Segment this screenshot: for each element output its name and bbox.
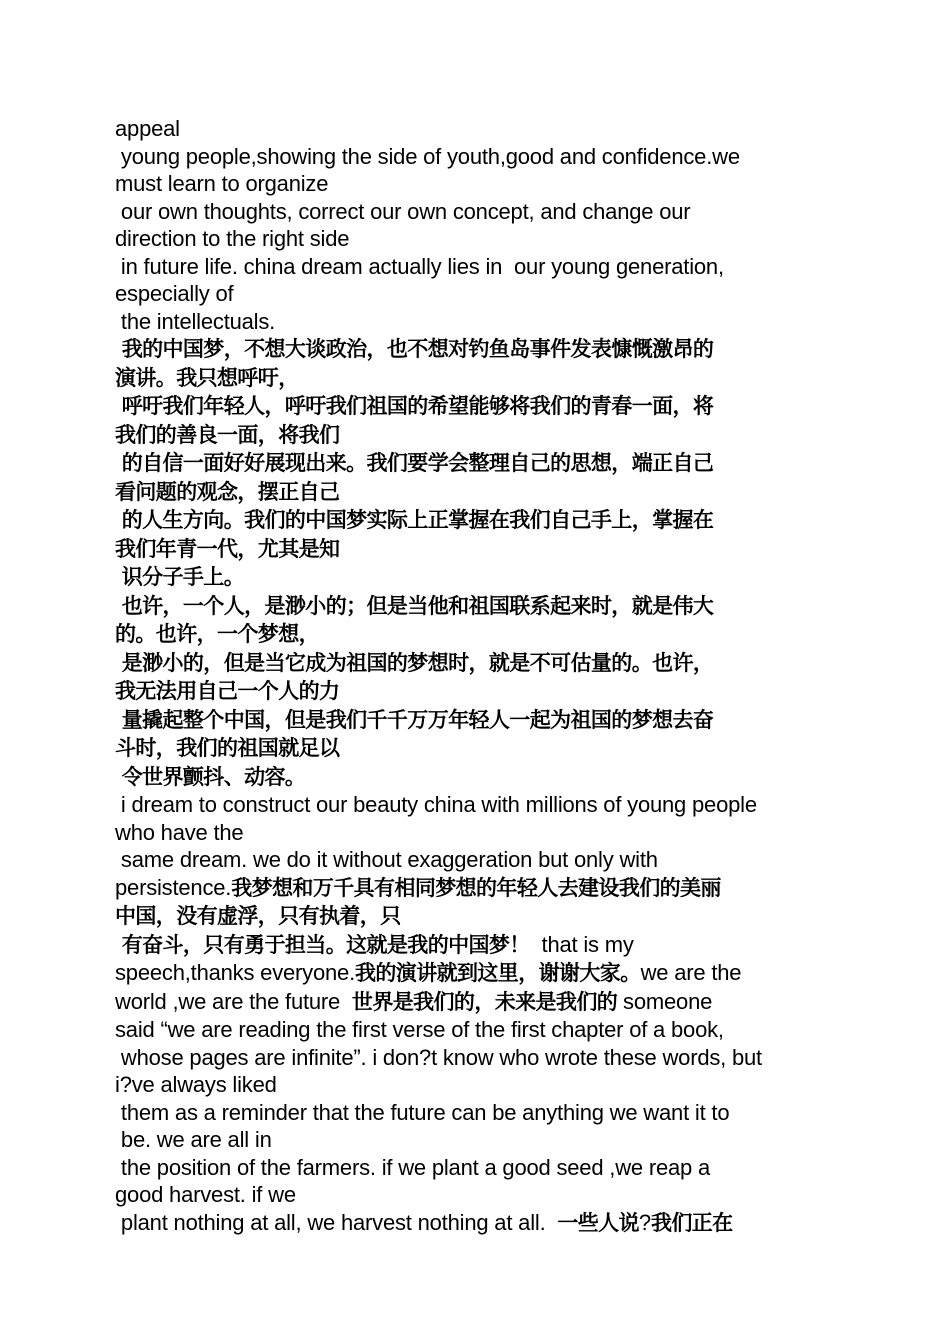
english-text-segment: speech,thanks everyone.	[115, 960, 355, 985]
english-text-segment: same dream. we do it without exaggeration but only with	[115, 847, 658, 872]
text-line	[115, 706, 840, 735]
chinese-text-segment: 我梦想和万千具有相同梦想的年轻人去建设我们的美丽	[231, 875, 721, 900]
text-line	[115, 1071, 840, 1099]
text-line	[115, 620, 840, 649]
english-text-segment: good harvest. if we	[115, 1182, 296, 1207]
text-line	[115, 115, 840, 143]
english-text-segment: who have the	[115, 819, 244, 845]
english-text-segment: said “we are reading the first verse of the first chapter of a book,	[115, 1017, 724, 1042]
english-text-segment: world ,we are the future	[115, 988, 352, 1014]
chinese-text-segment: 也许，一个人，是渺小的；但是当他和祖国联系起来时，就是伟大	[115, 593, 714, 618]
text-line	[115, 988, 840, 1017]
english-text-segment: in future life. china dream actually lies in our young generation,	[115, 253, 724, 279]
text-line	[115, 592, 840, 621]
chinese-text-segment: 有奋斗，只有勇于担当。这就是我的中国梦！	[115, 932, 530, 957]
text-line	[115, 143, 840, 171]
english-text-segment: that is my	[529, 931, 634, 957]
text-line	[115, 846, 840, 874]
text-line	[115, 1209, 840, 1238]
chinese-text-segment: 识分子手上。	[115, 565, 245, 589]
text-line	[115, 335, 840, 364]
text-line	[115, 198, 840, 226]
english-text-segment: i dream to construct our beauty china with millions of young people	[115, 792, 757, 817]
chinese-text-segment: 我的中国梦，不想大谈政治，也不想对钓鱼岛事件发表慷慨激昂的	[115, 337, 714, 361]
text-line	[115, 225, 840, 253]
text-line	[115, 959, 840, 988]
text-line	[115, 506, 840, 535]
text-line	[115, 478, 840, 507]
text-line	[115, 449, 840, 478]
english-text-segment: them as a reminder that the future can be anything we want it to	[115, 1099, 730, 1125]
english-text-segment: persistence.	[115, 874, 232, 900]
english-text-segment: the position of the farmers. if we plant a good seed ,we reap a	[115, 1154, 711, 1180]
text-line	[115, 421, 840, 450]
chinese-text-segment: 中国，没有虚浮，只有执着，只	[115, 904, 401, 928]
english-text-segment: ?	[638, 1209, 651, 1235]
document-page	[115, 115, 840, 1237]
english-text-segment: the intellectuals.	[115, 308, 276, 334]
chinese-text-segment: 是渺小的，但是当它成为祖国的梦想时，就是不可估量的。也许，	[115, 650, 714, 675]
chinese-text-segment: 的自信一面好好展现出来。我们要学会整理自己的思想，端正自己	[115, 451, 714, 475]
text-line	[115, 931, 840, 960]
english-text-segment: appeal	[115, 116, 180, 141]
english-text-segment: whose pages are infinite”. i don?t know who wrote these words, but	[115, 1044, 762, 1070]
english-text-segment: i?ve always liked	[115, 1072, 277, 1097]
text-line	[115, 734, 840, 763]
english-text-segment: young people,showing the side of youth,good and confidence.we	[115, 143, 740, 169]
english-text-segment: especially of	[115, 281, 234, 306]
chinese-text-segment: 斗时，我们的祖国就足以	[115, 736, 340, 760]
text-line	[115, 1099, 840, 1127]
text-line	[115, 308, 840, 336]
chinese-text-segment: 呼吁我们年轻人，呼吁我们祖国的希望能够将我们的青春一面，将	[115, 394, 714, 418]
text-line	[115, 763, 840, 792]
chinese-text-segment: 我们的善良一面，将我们	[115, 422, 340, 447]
chinese-text-segment: 的人生方向。我们的中国梦实际上正掌握在我们自己手上，掌握在	[115, 508, 714, 532]
text-line	[115, 1154, 840, 1182]
english-text-segment: direction to the right side	[115, 226, 350, 251]
text-line	[115, 364, 840, 393]
english-text-segment: someone	[617, 988, 713, 1014]
chinese-text-segment: 我的演讲就到这里，谢谢大家。	[355, 961, 641, 985]
chinese-text-segment: 我们年青一代，尤其是知	[115, 536, 340, 561]
text-line	[115, 535, 840, 564]
text-line	[115, 280, 840, 308]
chinese-text-segment: 看问题的观念，摆正自己	[115, 479, 340, 504]
text-line	[115, 563, 840, 592]
english-text-segment: be. we are all in	[115, 1127, 272, 1152]
chinese-text-segment: 一些人说	[557, 1210, 639, 1235]
chinese-text-segment: 我无法用自己一个人的力	[115, 679, 340, 703]
chinese-text-segment: 量撬起整个中国，但是我们千千万万年轻人一起为祖国的梦想去奋	[115, 707, 714, 732]
text-line	[115, 392, 840, 421]
text-line	[115, 170, 840, 198]
text-line	[115, 791, 840, 819]
chinese-text-segment: 令世界颤抖、动容。	[115, 764, 306, 789]
english-text-segment: plant nothing at all, we harvest nothing at all.	[115, 1209, 558, 1235]
text-line	[115, 1016, 840, 1044]
chinese-text-segment: 我们正在	[650, 1210, 733, 1235]
text-line	[115, 253, 840, 281]
chinese-text-segment: 世界是我们的，未来是我们的	[351, 989, 618, 1014]
text-line	[115, 649, 840, 678]
english-text-segment: our own thoughts, correct our own concept, and change our	[115, 198, 691, 224]
english-text-segment: we are the	[640, 960, 742, 985]
text-line	[115, 902, 840, 931]
text-line	[115, 1181, 840, 1209]
text-line	[115, 1044, 840, 1072]
text-line	[115, 874, 840, 903]
english-text-segment: must learn to organize	[115, 171, 329, 196]
chinese-text-segment: 演讲。我只想呼吁，	[115, 365, 299, 390]
text-line	[115, 819, 840, 847]
chinese-text-segment: 的。也许，一个梦想，	[115, 622, 319, 646]
text-line	[115, 1126, 840, 1154]
text-line	[115, 677, 840, 706]
